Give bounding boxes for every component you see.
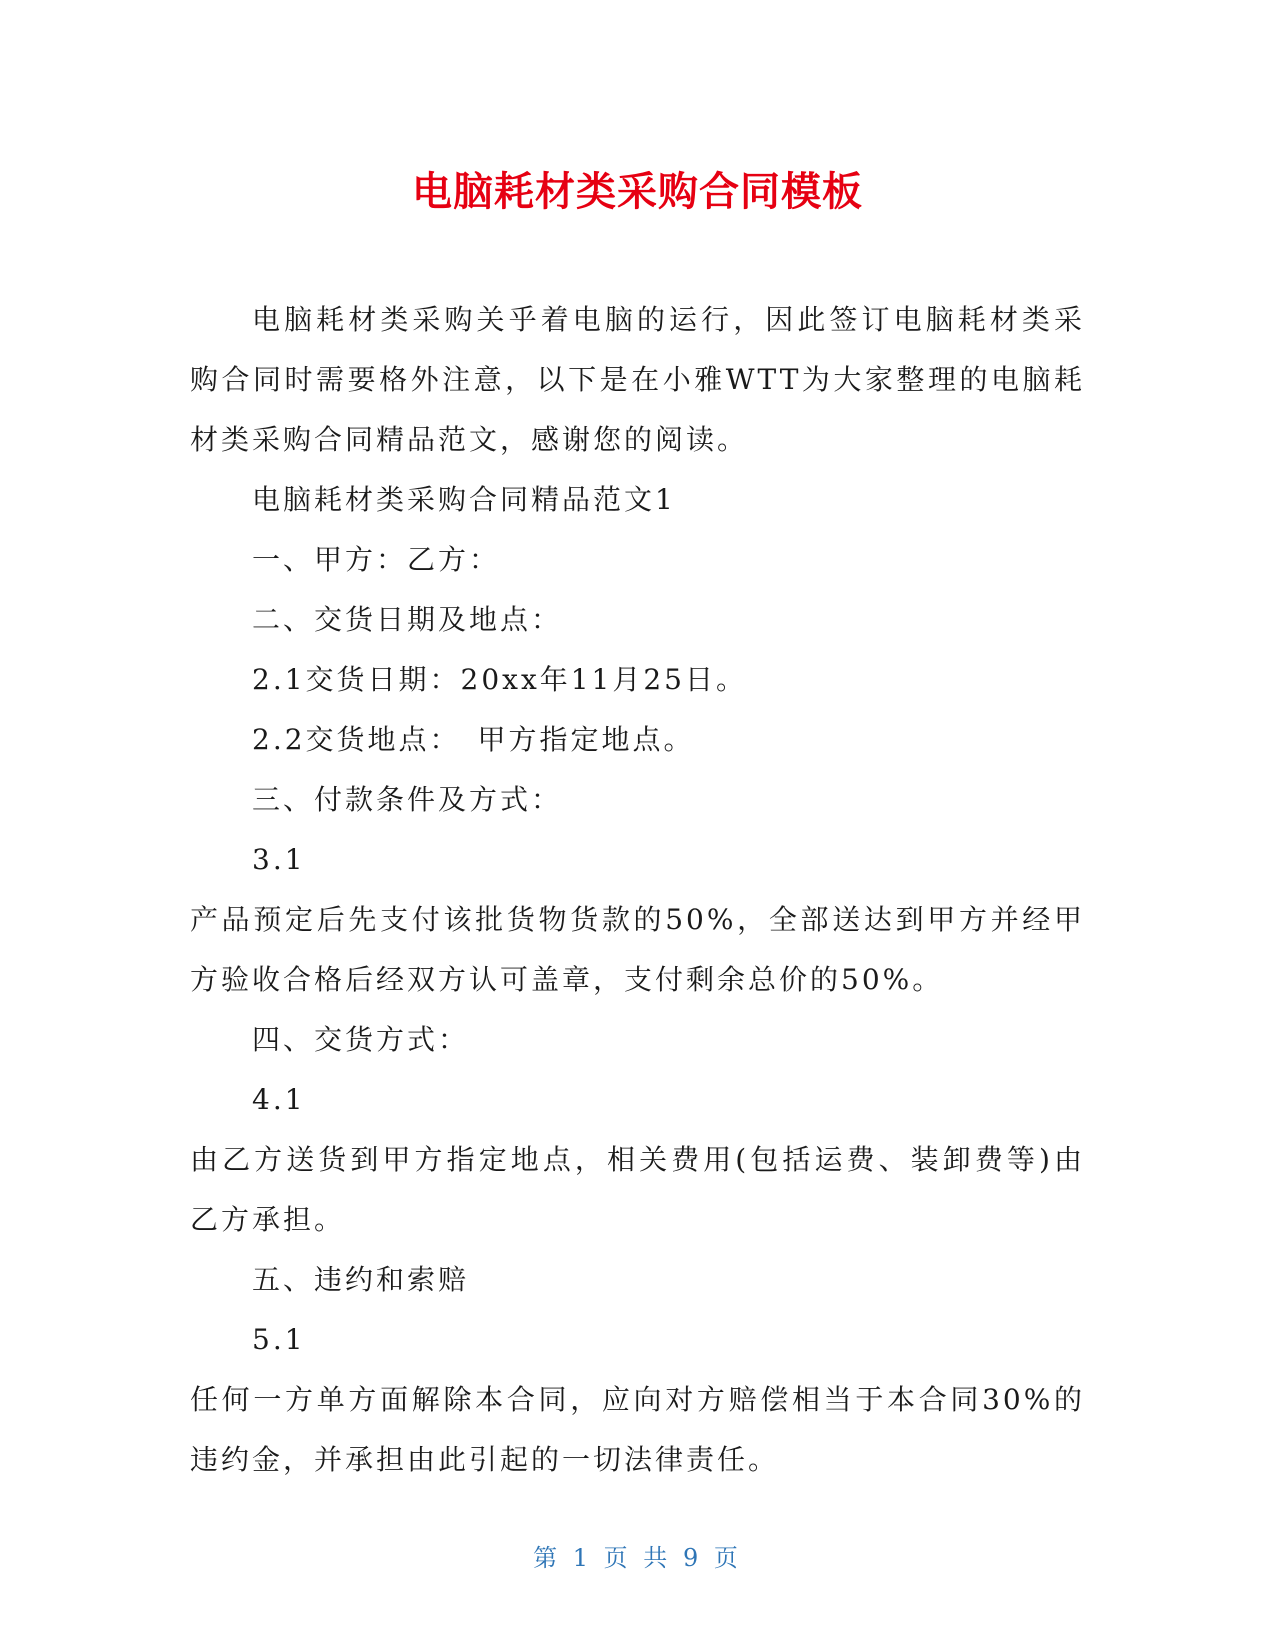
clause-delivery-heading: 二、交货日期及地点：: [252, 603, 563, 636]
clause-payment-heading: 三、付款条件及方式：: [252, 783, 563, 816]
clause-delivery-method-heading: 四、交货方式：: [252, 1023, 470, 1056]
clause-delivery-date: 2.1交货日期：20xx年11月25日。: [252, 663, 747, 696]
clause-delivery-method-text: 由乙方送货到甲方指定地点，相关费用(包括运费、装卸费等)由乙方承担。: [190, 1143, 1085, 1236]
clause-breach-heading: 五、违约和索赔: [252, 1263, 470, 1296]
clause-number: 5.1: [252, 1323, 306, 1356]
clause-parties: 一、甲方：乙方：: [252, 543, 501, 576]
clause-delivery-place: 2.2交货地点： 甲方指定地点。: [252, 723, 695, 756]
page-footer: 第 1 页 共 9 页: [533, 1544, 742, 1572]
clause-number: 3.1: [252, 843, 306, 876]
clause-breach-text: 任何一方单方面解除本合同，应向对方赔偿相当于本合同30%的违约金，并承担由此引起的一切法律责任。: [190, 1383, 1085, 1476]
clause-payment-text: 产品预定后先支付该批货物货款的50%，全部送达到甲方并经甲方验收合格后经双方认可盖章，支付剩余总价的50%。: [190, 903, 1085, 996]
clause-number: 4.1: [252, 1083, 306, 1116]
section-heading: 电脑耗材类采购合同精品范文1: [252, 483, 676, 516]
intro-paragraph: 电脑耗材类采购关乎着电脑的运行，因此签订电脑耗材类采购合同时需要格外注意，以下是在小雅WTT为大家整理的电脑耗材类采购合同精品范文，感谢您的阅读。: [190, 303, 1085, 456]
document-body: [190, 290, 1085, 1490]
document-title: 电脑耗材类采购合同模板: [412, 169, 863, 215]
